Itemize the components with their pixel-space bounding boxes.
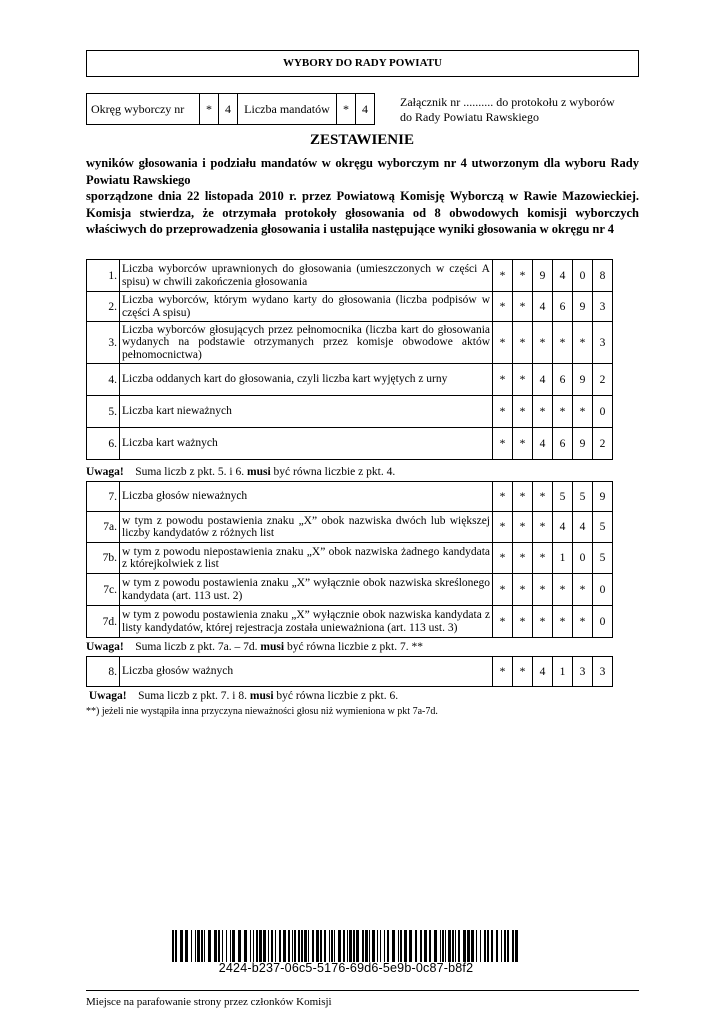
row-number: 7b. [87,543,120,574]
digit-cell: 5 [573,482,593,512]
digit-cell: * [493,512,513,543]
barcode-bar [175,930,177,962]
digit-cell: * [493,574,513,606]
barcode-bar [356,930,359,962]
digit-cell: 0 [593,396,613,428]
barcode-bar [362,930,364,962]
row-label: Liczba głosów ważnych [120,657,493,687]
barcode-bar [347,930,348,962]
barcode-bar [180,930,183,962]
barcode-bar [455,930,456,962]
digit-cell: 5 [593,512,613,543]
note-musi: musi [247,466,271,478]
digit-cell: 6 [553,292,573,322]
barcode-bar [226,930,227,962]
barcode-bar [222,930,223,962]
digit-cell: * [513,260,533,292]
digit-cell: 8 [593,260,613,292]
document-title: WYBORY DO RADY POWIATU [86,50,639,77]
digit-cell: * [513,512,533,543]
barcode-bar [238,930,241,962]
results-table-3 [86,656,613,687]
barcode-bar [480,930,481,962]
barcode-text: 2424-b237-06c5-5176-69d6-5e9b-0c87-b8f2 [218,961,474,975]
barcode-bar [338,930,341,962]
row-label: w tym z powodu postawienia znaku „X” wyłącznie obok nazwiska skreślonego kandydata (art. 113 ust. 2) [120,574,493,606]
barcode-bar [387,930,389,962]
digit-cell: * [513,364,533,396]
barcode-bar [404,930,407,962]
digit-cell: * [493,322,513,364]
barcode-bar [507,930,509,962]
note-text: Suma liczb z pkt. 7. i 8. [138,690,247,702]
barcode-bar [172,930,174,962]
barcode-bar [448,930,451,962]
barcode-bar [400,930,402,962]
barcode-bar [515,930,518,962]
results-table-1 [86,259,613,460]
digit-cell: 0 [573,543,593,574]
barcode-bar [372,930,375,962]
table-row [87,292,613,322]
digit-cell: * [553,606,573,638]
digit-cell: 3 [593,657,613,687]
digit-cell: * [493,606,513,638]
barcode-bar [268,930,269,962]
digit-cell: * [513,396,533,428]
row-label: Liczba wyborców, którym wydano karty do głosowania (liczba podpisów w części A spisu) [120,292,493,322]
mandaty-star: * [337,94,356,125]
digit-cell: * [493,260,513,292]
digit-cell: * [573,606,593,638]
table-row [87,512,613,543]
row-number: 4. [87,364,120,396]
digit-cell: * [533,322,553,364]
barcode-bar [308,930,309,962]
digit-cell: * [513,322,533,364]
digit-cell: * [553,574,573,606]
barcode-bar [288,930,290,962]
digit-cell: 2 [593,364,613,396]
barcode-bar [253,930,254,962]
digit-cell: 9 [573,428,593,460]
okreg-star: * [200,94,219,125]
digit-cell: * [573,322,593,364]
barcode-bar [442,930,444,962]
barcode-bar [445,930,446,962]
digit-cell: * [513,428,533,460]
digit-cell: * [513,606,533,638]
row-number: 1. [87,260,120,292]
digit-cell: * [573,396,593,428]
digit-cell: * [533,396,553,428]
digit-cell: 0 [593,606,613,638]
table-row [87,364,613,396]
digit-cell: 5 [553,482,573,512]
digit-cell: 1 [553,543,573,574]
row-number: 8. [87,657,120,687]
digit-cell: 4 [533,657,553,687]
barcode-bar [377,930,378,962]
note-uwaga: Uwaga! [86,466,124,478]
row-label: Liczba głosów nieważnych [120,482,493,512]
barcode-bar [476,930,477,962]
row-label: w tym z powodu postawienia znaku „X” obok nazwiska dwóch lub większej liczby kandydatów z różnych list [120,512,493,543]
digit-cell: 4 [553,512,573,543]
intro-paragraph-2: sporządzone dnia 22 listopada 2010 r. przez Powiatową Komisję Wyborczą w Rawie Mazowieckiej. Komisja stwierdza, że otrzymała protokoły głosowania od 8 obwodowych komisji wyborczych właściwych do przeprowadzenia głosowania i ustaliła następujące wyniki głosowania w okręgu nr 4 [86,189,639,236]
intro-paragraph-1: wyników głosowania i podziału mandatów w okręgu wyborczym nr 4 utworzonym dla wyboru Rady Powiatu Rawskiego [86,156,639,187]
digit-cell: * [573,574,593,606]
barcode-bar [298,930,300,962]
digit-cell: 4 [533,364,553,396]
mandaty-value: 4 [356,94,375,125]
barcode-bar [467,930,470,962]
barcode-bar [185,930,188,962]
okreg-info-table [86,93,375,125]
mandaty-label: Liczba mandatów [238,94,337,125]
signature-line [86,990,639,991]
barcode-bar [201,930,203,962]
barcode-bar [250,930,251,962]
row-number: 7c. [87,574,120,606]
row-number: 5. [87,396,120,428]
table-row [87,606,613,638]
barcode-bar [384,930,385,962]
note-text: Suma liczb z pkt. 7a. – 7d. [135,641,258,653]
note-text: być równa liczbie z pkt. 6. [276,690,399,702]
digit-cell: 0 [593,574,613,606]
barcode-bar [312,930,314,962]
barcode-bar [334,930,335,962]
barcode-bar [440,930,441,962]
barcode-bar [429,930,431,962]
barcode-bar [484,930,486,962]
barcode-bar [329,930,330,962]
barcode-bar [331,930,333,962]
table-row [87,322,613,364]
row-number: 3. [87,322,120,364]
barcode-bar [271,930,273,962]
barcode-bar [294,930,296,962]
barcode-bar [320,930,322,962]
digit-cell: 4 [573,512,593,543]
digit-cell: * [513,657,533,687]
barcode-bar [496,930,498,962]
digit-cell: * [533,574,553,606]
zalacznik-line2: do Rady Powiatu Rawskiego [400,110,539,124]
barcode-bar [463,930,466,962]
barcode-bar [458,930,460,962]
barcode-bar [283,930,286,962]
table-row [87,574,613,606]
row-label: Liczba wyborców głosujących przez pełnomocnika (liczba kart do głosowania wydanych na podstawie otrzymanych przez komisje obwodowe aktów pełnomocnictwa) [120,322,493,364]
barcode-bar [218,930,220,962]
barcode-bar [204,930,205,962]
digit-cell: 4 [533,292,553,322]
table-row [87,428,613,460]
digit-cell: * [553,396,573,428]
barcode-bar [380,930,381,962]
barcode-bar [214,930,217,962]
note-uwaga: Uwaga! [88,690,127,702]
barcode-bar [369,930,370,962]
okreg-label: Okręg wyborczy nr [87,94,200,125]
barcode-bar [365,930,368,962]
section-heading: ZESTAWIENIE [310,132,414,148]
note-text: być równa liczbie z pkt. 4. [273,466,396,478]
barcode-bar [197,930,200,962]
barcode-bar [244,930,247,962]
barcode-bar [409,930,412,962]
barcode-bar [301,930,303,962]
barcode-bar [487,930,489,962]
barcode-bar [263,930,266,962]
digit-cell: 6 [553,364,573,396]
barcode-bar [279,930,281,962]
note-musi: musi [260,641,285,653]
barcode-bar [275,930,276,962]
note-text: Suma liczb z pkt. 5. i 6. [135,466,245,478]
barcode-bar [304,930,307,962]
row-label: w tym z powodu postawienia znaku „X” wyłącznie obok nazwiska kandydata z listy kandydatów, której rejestracja została unieważniona (art. 113 ust. 3) [120,606,493,638]
note-text: być równa liczbie z pkt. 7. ** [286,641,423,653]
okreg-value: 4 [219,94,238,125]
barcode-bar [434,930,437,962]
zalacznik-text [400,95,640,125]
barcode-bar [349,930,352,962]
table-row [87,396,613,428]
barcode-bar [398,930,399,962]
digit-cell: * [493,396,513,428]
row-label: Liczba kart ważnych [120,428,493,460]
intro-text [86,155,639,238]
digit-cell: * [493,364,513,396]
table-row [87,482,613,512]
barcode-bar [353,930,355,962]
note-uwaga: Uwaga! [86,641,124,653]
digit-cell: 9 [593,482,613,512]
digit-cell: * [513,543,533,574]
row-number: 7a. [87,512,120,543]
digit-cell: 6 [553,428,573,460]
barcode-bar [415,930,417,962]
digit-cell: * [553,322,573,364]
digit-cell: 3 [593,322,613,364]
zalacznik-line1: Załącznik nr .......... do protokołu z wyborów [400,95,615,109]
digit-cell: * [493,292,513,322]
barcode-bar [292,930,293,962]
footnote: **) jeżeli nie wystąpiła inna przyczyna nieważności głosu niż wymieniona w pkt 7a-7d. [86,706,438,717]
digit-cell: 4 [533,428,553,460]
barcode-bar [420,930,422,962]
digit-cell: * [513,292,533,322]
digit-cell: * [493,482,513,512]
row-number: 7. [87,482,120,512]
digit-cell: * [533,543,553,574]
digit-cell: 9 [573,292,593,322]
table-row [87,260,613,292]
barcode-bar [504,930,506,962]
barcode-bar [452,930,454,962]
barcode-bar [424,930,427,962]
row-label: Liczba wyborców uprawnionych do głosowania (umieszczonych w części A spisu) w chwili zakończenia głosowania [120,260,493,292]
digit-cell: 9 [533,260,553,292]
digit-cell: * [533,512,553,543]
table-row [87,657,613,687]
results-table-2 [86,481,613,638]
digit-cell: 9 [573,364,593,396]
barcode-bar [501,930,502,962]
barcode-bar [256,930,258,962]
row-number: 7d. [87,606,120,638]
digit-cell: 3 [593,292,613,322]
barcode-bar [392,930,395,962]
row-label: Liczba oddanych kart do głosowania, czyli liczba kart wyjętych z urny [120,364,493,396]
barcode [172,930,520,962]
barcode-bar [491,930,493,962]
digit-cell: 1 [553,657,573,687]
row-label: w tym z powodu niepostawienia znaku „X” obok nazwiska żadnego kandydata z którejkolwiek z list [120,543,493,574]
barcode-bar [195,930,196,962]
digit-cell: * [493,543,513,574]
digit-cell: 2 [593,428,613,460]
digit-cell: 5 [593,543,613,574]
digit-cell: * [513,482,533,512]
digit-cell: * [533,482,553,512]
barcode-bar [232,930,235,962]
row-number: 6. [87,428,120,460]
note-musi: musi [249,690,274,702]
barcode-bar [324,930,326,962]
note-3 [86,690,398,702]
barcode-bar [208,930,211,962]
digit-cell: 4 [553,260,573,292]
barcode-bar [259,930,262,962]
note-1 [86,466,395,478]
barcode-bar [316,930,319,962]
row-number: 2. [87,292,120,322]
digit-cell: * [493,657,513,687]
barcode-bar [512,930,514,962]
barcode-bar [471,930,474,962]
note-2 [86,641,423,653]
barcode-bar [230,930,231,962]
digit-cell: 0 [573,260,593,292]
barcode-bar [343,930,345,962]
table-row [87,543,613,574]
digit-cell: 3 [573,657,593,687]
digit-cell: * [493,428,513,460]
row-label: Liczba kart nieważnych [120,396,493,428]
digit-cell: * [513,574,533,606]
barcode-bar [191,930,192,962]
signature-caption: Miejsce na parafowanie strony przez członków Komisji [86,996,332,1008]
digit-cell: * [533,606,553,638]
